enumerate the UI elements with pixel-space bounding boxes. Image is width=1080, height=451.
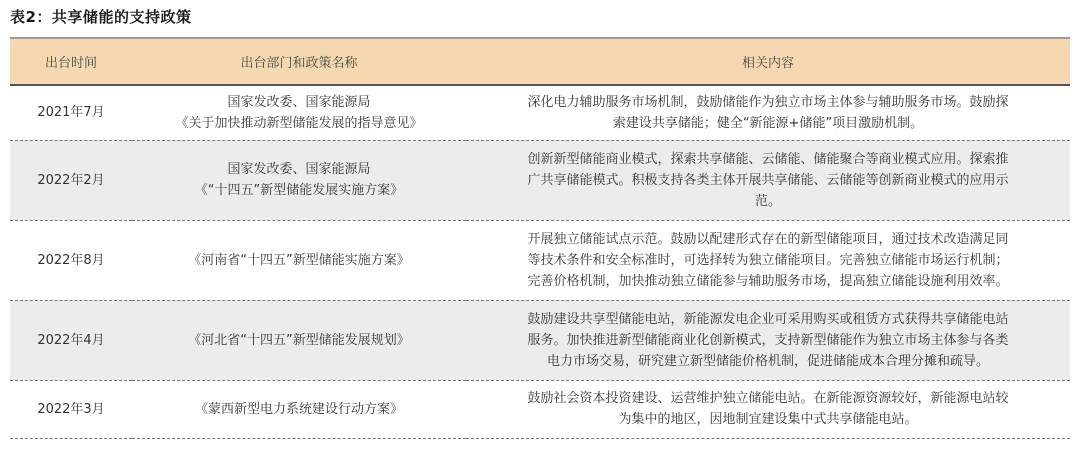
content-line: 服务。加快推进新型储能商业化创新模式，支持新型储能作为独立市场主体参与各类 (527, 332, 1009, 348)
dept-line: 《河北省“十四五”新型储能发展规划》 (188, 332, 410, 348)
dept-line: 国家发改委、国家能源局 (227, 162, 371, 177)
content-line: 深化电力辅助服务市场机制，鼓励储能作为独立市场主体参与辅助服务市场。鼓励探 (527, 94, 1009, 110)
cell-date: 2022年8月 (10, 220, 132, 300)
table-row (10, 85, 1070, 140)
cell-content (466, 140, 1070, 220)
content-line: 完善价格机制，加快推动独立储能参与辅助服务市场，提高独立储能设施利用效率。 (527, 273, 1009, 289)
table-row (10, 140, 1070, 220)
cell-date: 2021年7月 (10, 85, 132, 140)
cell-content (466, 85, 1070, 140)
content-line: 电力市场交易，研究建立新型储能价格机制，促进储能成本合理分摊和疏导。 (546, 353, 989, 369)
content-line: 开展独立储能试点示范。鼓励以配建形式存在的新型储能项目，通过技术改造满足同 (527, 231, 1009, 247)
content-line: 鼓励建设共享型储能电站，新能源发电企业可采用购买或租赁方式获得共享储能电站 (527, 311, 1009, 327)
dept-line: 《河南省“十四五”新型储能实施方案》 (188, 252, 410, 268)
content-line: 等技术条件和安全标准时，可选择转为独立储能项目。完善独立储能市场运行机制； (527, 252, 1009, 268)
header-row (10, 39, 1070, 85)
dept-line: 《“十四五”新型储能发展实施方案》 (194, 183, 404, 198)
cell-dept (132, 300, 466, 380)
cell-content (466, 300, 1070, 380)
table-row (10, 380, 1070, 438)
cell-dept (132, 85, 466, 140)
header-date: 出台时间 (10, 39, 132, 85)
cell-dept (132, 380, 466, 438)
dept-line: 《蒙西新型电力系统建设行动方案》 (194, 401, 403, 417)
content-line: 广共享储能模式。积极支持各类主体开展共享储能、云储能等创新商业模式的应用示 (527, 172, 1009, 188)
table-row (10, 220, 1070, 300)
header-content: 相关内容 (466, 39, 1070, 85)
cell-date: 2022年2月 (10, 140, 132, 220)
content-line: 鼓励社会资本投资建设、运营维护独立储能电站。在新能源资源较好，新能源电站较 (527, 391, 1009, 406)
table-row (10, 300, 1070, 380)
table-title: 表2：共享储能的支持政策 (10, 8, 192, 26)
content-line: 索建设共享储能；健全“新能源+储能”项目激励机制。 (612, 115, 924, 131)
content-line: 为集中的地区，因地制宜建设集中式共享储能电站。 (618, 412, 918, 427)
cell-dept (132, 220, 466, 300)
header-dept: 出台部门和政策名称 (132, 39, 466, 85)
cell-content (466, 220, 1070, 300)
dept-line: 国家发改委、国家能源局 (227, 94, 371, 110)
content-line: 创新新型储能商业模式，探索共享储能、云储能、储能聚合等商业模式应用。探索推 (527, 151, 1009, 167)
dept-line: 《关于加快推动新型储能发展的指导意见》 (175, 115, 423, 131)
cell-date: 2022年3月 (10, 380, 132, 438)
policy-table (10, 39, 1070, 439)
cell-content (466, 380, 1070, 438)
cell-dept (132, 140, 466, 220)
content-line: 范。 (754, 193, 781, 209)
cell-date: 2022年4月 (10, 300, 132, 380)
